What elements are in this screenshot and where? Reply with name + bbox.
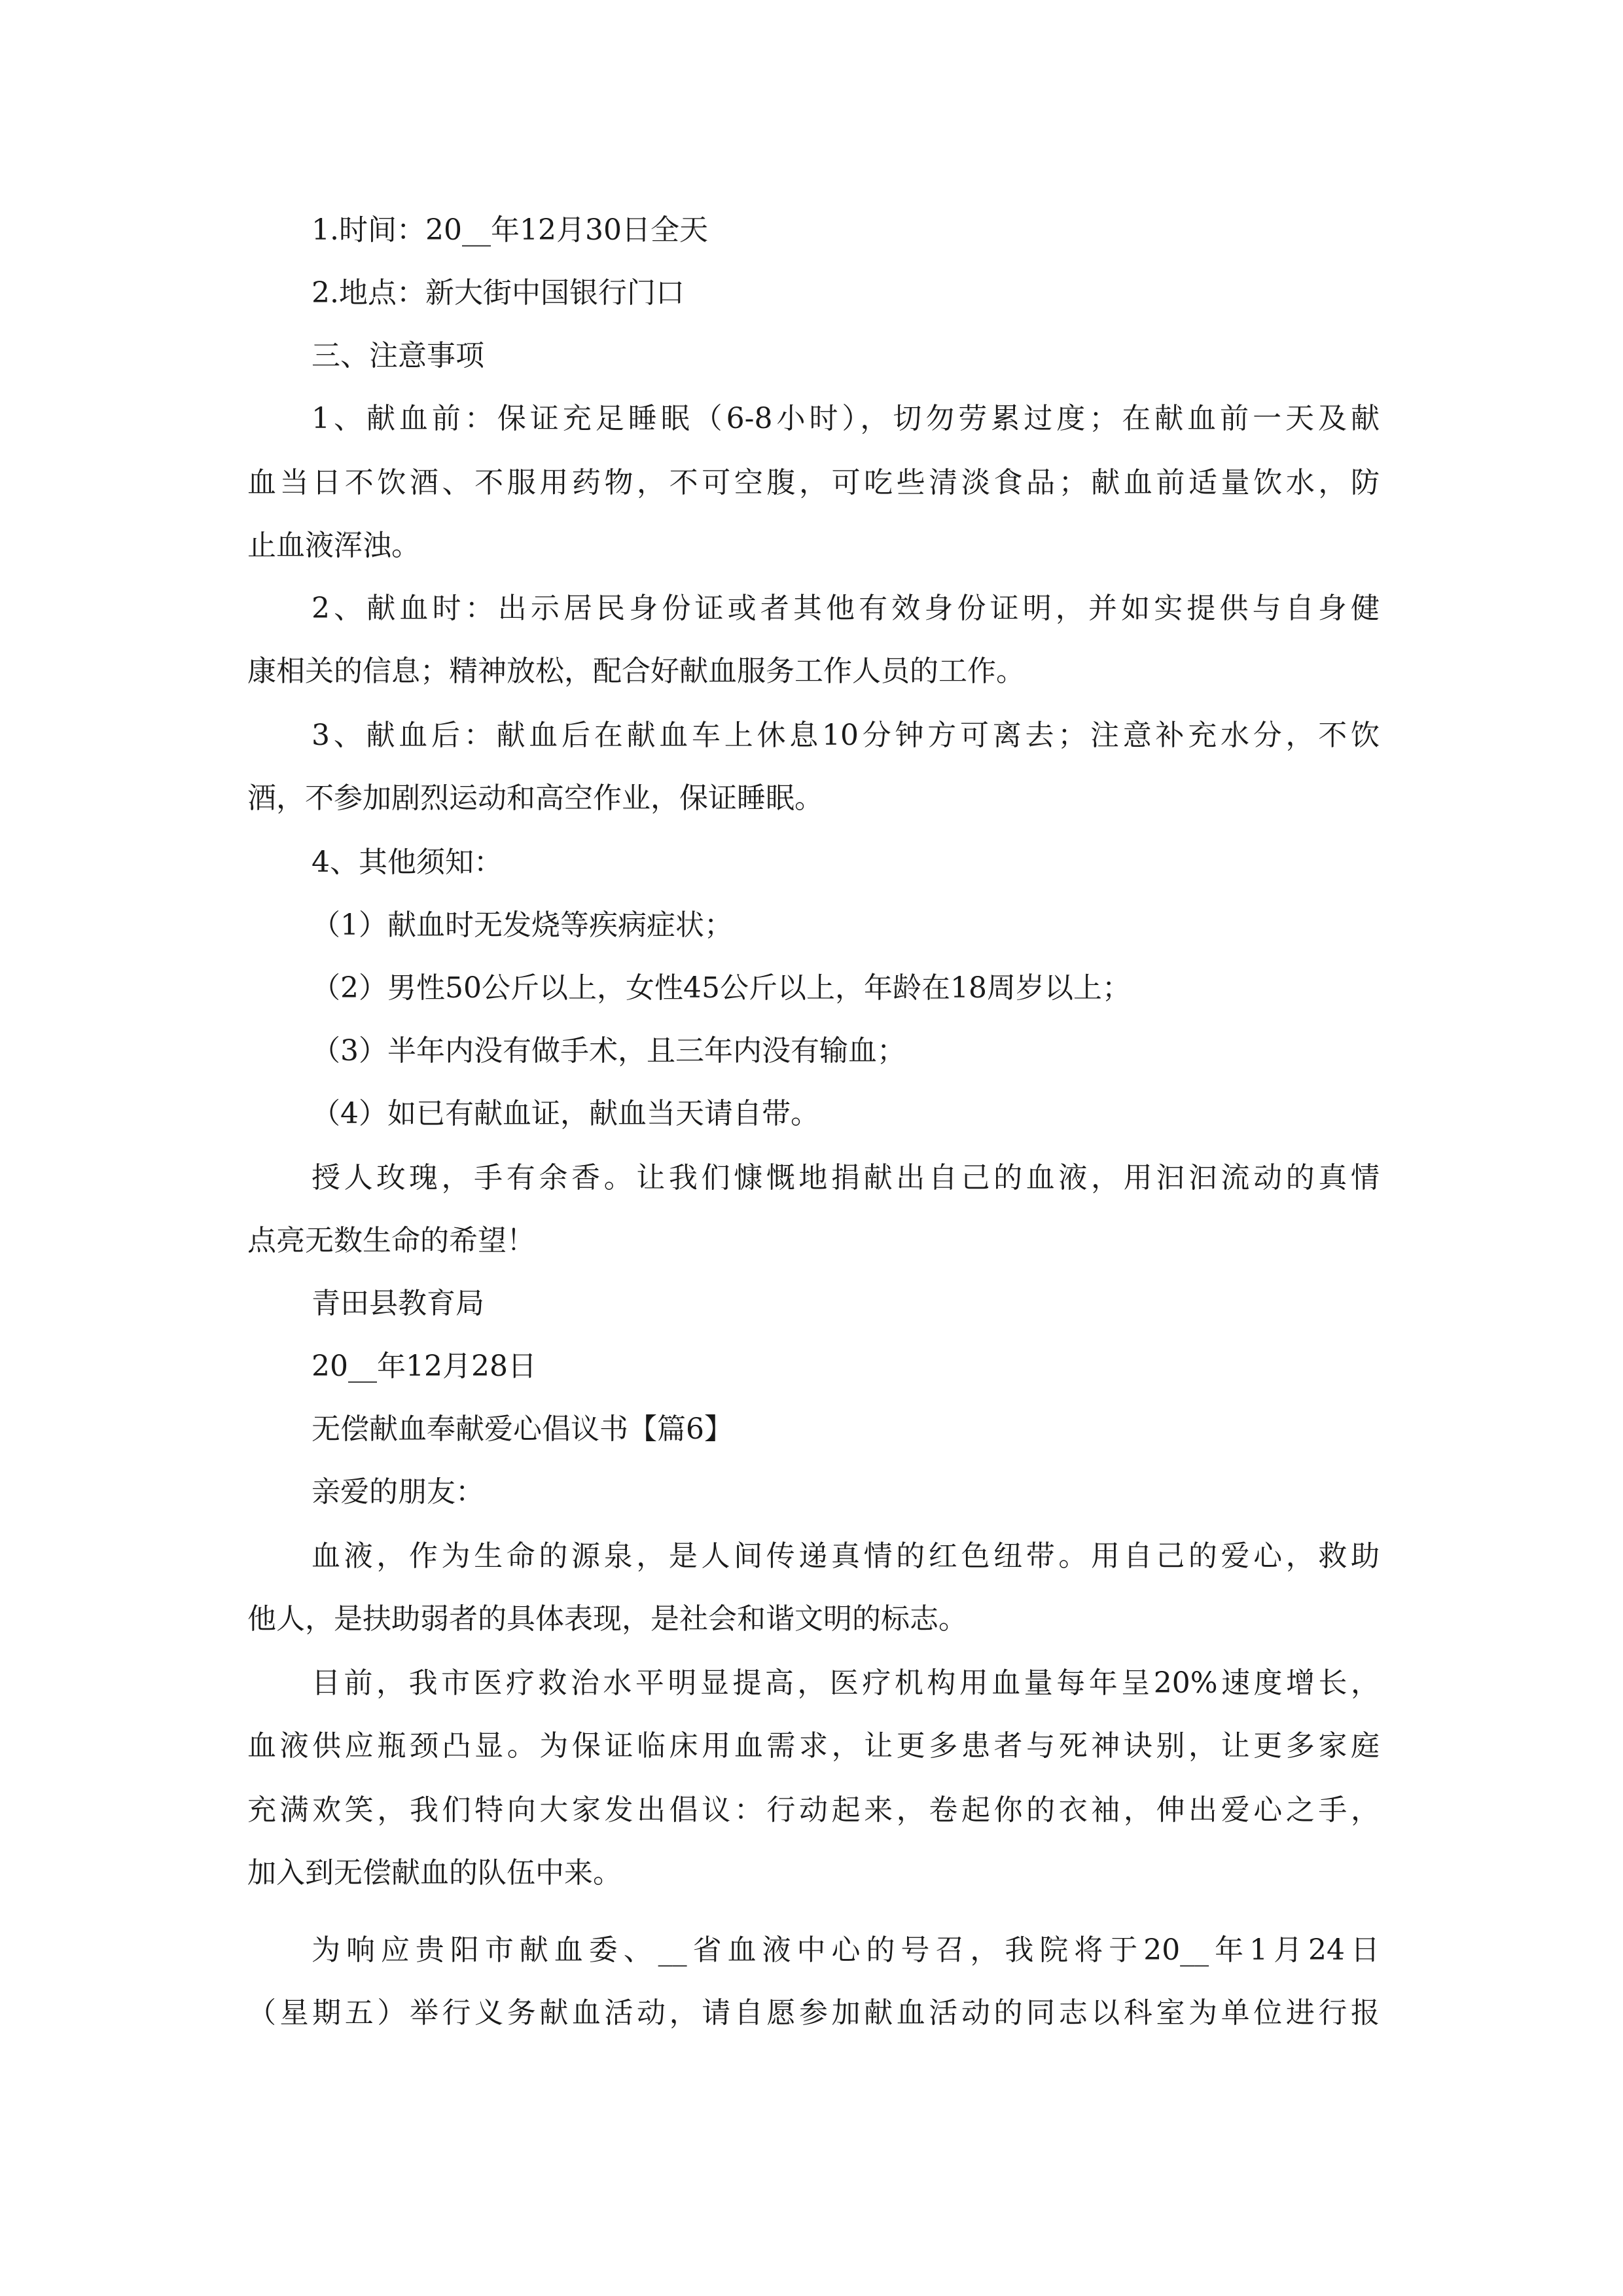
paragraph-line: 他人，是扶助弱者的具体表现，是社会和谐文明的标志。 [247, 1602, 967, 1636]
paragraph-line: 止血液浑浊。 [247, 529, 420, 562]
paragraph-line: 4、其他须知： [312, 846, 503, 879]
signature-organization: 青田县教育局 [312, 1287, 484, 1320]
paragraph-line: （星期五）举行义务献血活动，请自愿参加献血活动的同志以科室为单位进行报 [247, 1996, 1380, 2030]
paragraph-line: 血液供应瓶颈凸显。为保证临床用血需求，让更多患者与死神诀别，让更多家庭 [247, 1729, 1380, 1763]
section-heading-notes: 三、注意事项 [312, 339, 484, 372]
paragraph-line: 1、献血前：保证充足睡眠（6-8小时），切勿劳累过度；在献血前一天及献 [312, 402, 1380, 435]
paragraph-line: 加入到无偿献血的队伍中来。 [247, 1856, 622, 1890]
salutation: 亲爱的朋友： [312, 1475, 484, 1509]
paragraph-line: 血当日不饮酒、不服用药物，不可空腹，可吃些清淡食品；献血前适量饮水，防 [247, 466, 1380, 499]
line-time: 1.时间：20__年12月30日全天 [312, 213, 708, 247]
paragraph-line: 充满欢笑，我们特向大家发出倡议：行动起来，卷起你的衣袖，伸出爱心之手， [247, 1793, 1380, 1827]
list-item: （4）如已有献血证，献血当天请自带。 [312, 1097, 819, 1130]
signature-date: 20__年12月28日 [312, 1350, 537, 1383]
paragraph-line: 为响应贵阳市献血委、__省血液中心的号召，我院将于20__年1月24日 [312, 1933, 1380, 1967]
line-location: 2.地点：新大街中国银行门口 [312, 276, 685, 310]
paragraph-line: 2、献血时：出示居民身份证或者其他有效身份证明，并如实提供与自身健 [312, 592, 1380, 625]
paragraph-line: 目前，我市医疗救治水平明显提高，医疗机构用血量每年呈20%速度增长， [312, 1666, 1380, 1700]
paragraph-line: 点亮无数生命的希望！ [247, 1224, 535, 1257]
paragraph-line: 3、献血后：献血后在献血车上休息10分钟方可离去；注意补充水分，不饮 [312, 719, 1380, 752]
paragraph-line: 康相关的信息；精神放松，配合好献血服务工作人员的工作。 [247, 655, 1025, 688]
list-item: （1）献血时无发烧等疾病症状； [312, 908, 733, 942]
paragraph-line: 血液，作为生命的源泉，是人间传递真情的红色纽带。用自己的爱心，救助 [312, 1539, 1380, 1573]
document-title: 无偿献血奉献爱心倡议书【篇6】 [312, 1412, 733, 1446]
list-item: （3）半年内没有做手术，且三年内没有输血； [312, 1034, 906, 1067]
paragraph-line: 授人玫瑰，手有余香。让我们慷慨地捐献出自己的血液，用汩汩流动的真情 [312, 1161, 1380, 1194]
paragraph-line: 酒，不参加剧烈运动和高空作业，保证睡眠。 [247, 781, 823, 815]
list-item: （2）男性50公斤以上，女性45公斤以上，年龄在18周岁以上； [312, 971, 1131, 1005]
